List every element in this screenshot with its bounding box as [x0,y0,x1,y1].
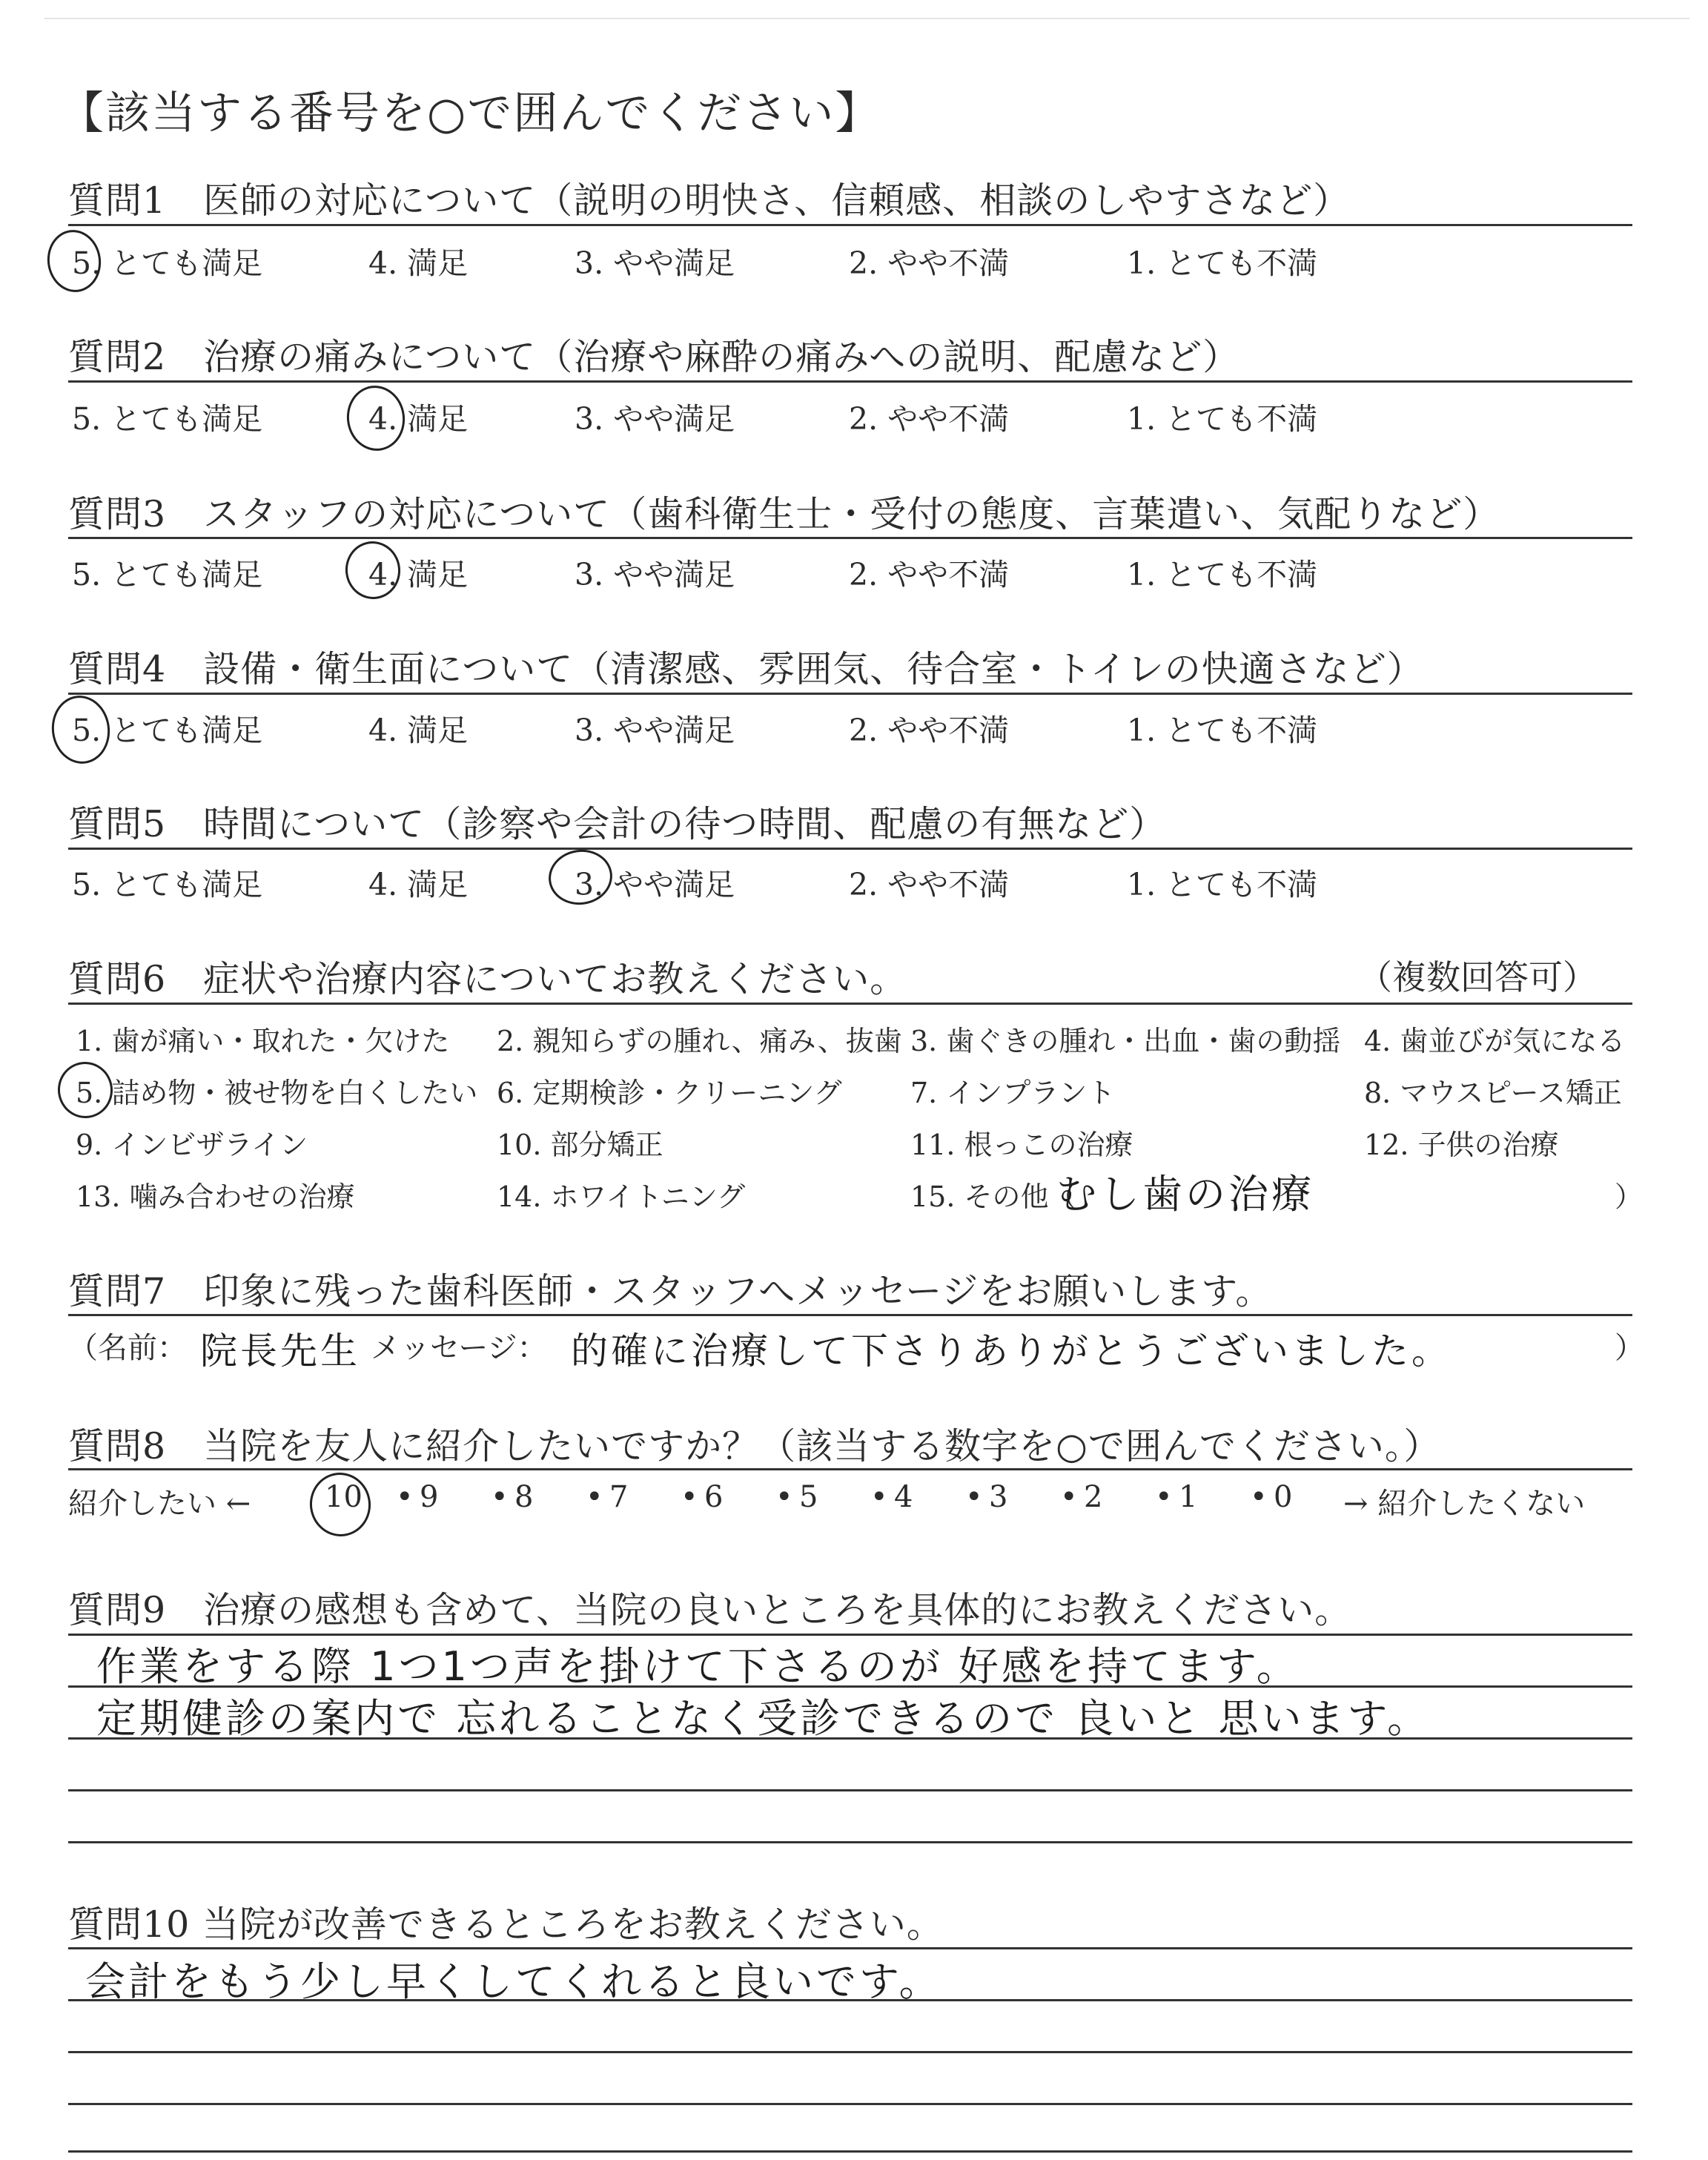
q7-close-paren: ） [1615,1331,1644,1365]
q6-other-handwritten[interactable]: むし歯の治療 [1056,1171,1314,1218]
q6-option-4[interactable]: 4. 歯並びが気になる [1364,1025,1626,1057]
q8-scale-value-5[interactable]: 5 [799,1480,818,1514]
q9-answer-line-2[interactable]: 定期健診の案内で 忘れることなく受診できるので 良いと 思います。 [96,1695,1431,1742]
q8-left-label: 紹介したい ← [68,1487,251,1521]
q8-scale-dot: • [1250,1480,1268,1514]
page-header: 【該当する番号を○で囲んでください】 [59,87,881,139]
q4-title: 質問4 設備・衛生面について（清潔感、雰囲気、待合室・トイレの快適さなど） [68,648,1424,690]
q8-title: 質問8 当院を友人に紹介したいですか？（該当する数字を○で囲んでください。） [68,1425,1441,1467]
q9-title: 質問9 治療の感想も含めて、当院の良いところを具体的にお教えください。 [68,1589,1352,1631]
q7-message-label: メッセージ： [371,1331,547,1365]
q1-option-2[interactable]: 2. やや不満 [849,245,1010,281]
q10-line-4 [68,2103,1632,2105]
q9-answer-line-1[interactable]: 作業をする際 1つ1つ声を掛けて下さるのが 好感を持てます。 [96,1643,1300,1690]
q8-scale-value-9[interactable]: 9 [420,1480,439,1514]
q3-option-2[interactable]: 2. やや不満 [849,557,1010,592]
q7-name-label: （名前： [68,1331,187,1365]
q10-answer-line-1[interactable]: 会計をもう少し早くしてくれると良いです。 [85,1958,942,2005]
q5-option-5[interactable]: 5. とても満足 [72,867,263,902]
q8-rule [68,1468,1632,1470]
q1-option-1[interactable]: 1. とても不満 [1127,245,1318,281]
q8-scale-value-3[interactable]: 3 [989,1480,1008,1514]
q8-scale-dot: • [965,1480,983,1514]
q2-option-3[interactable]: 3. やや満足 [575,401,735,437]
q8-scale-dot: • [775,1480,793,1514]
q6-option-2[interactable]: 2. 親知らずの腫れ、痛み、抜歯 [497,1025,902,1057]
q8-scale-value-6[interactable]: 6 [704,1480,724,1514]
q6-option-12[interactable]: 12. 子供の治療 [1364,1129,1559,1161]
q2-title: 質問2 治療の痛みについて（治療や麻酔の痛みへの説明、配慮など） [68,336,1240,378]
q9-line-5 [68,1841,1632,1843]
q2-option-4[interactable]: 4. 満足 [368,401,469,437]
q3-title: 質問3 スタッフの対応について（歯科衛生士・受付の態度、言葉遣い、気配りなど） [68,493,1500,535]
q8-right-label: → 紹介したくない [1343,1487,1586,1521]
q6-option-5[interactable]: 5. 詰め物・被せ物を白くしたい [76,1077,478,1109]
q7-rule [68,1314,1632,1316]
q8-scale-dot: • [491,1480,509,1514]
q9-line-4 [68,1789,1632,1791]
q6-option-9[interactable]: 9. インビザライン [76,1129,308,1161]
q2-option-2[interactable]: 2. やや不満 [849,401,1010,437]
q1-rule [68,224,1632,226]
q6-option-14[interactable]: 14. ホワイトニング [497,1180,746,1213]
q8-scale-dot: • [396,1480,414,1514]
q7-name-value[interactable]: 院長先生 [200,1330,360,1373]
q6-title: 質問6 症状や治療内容についてお教えください。 [68,958,907,1000]
q1-option-4[interactable]: 4. 満足 [368,245,469,281]
q5-option-2[interactable]: 2. やや不満 [849,867,1010,902]
q6-option-11[interactable]: 11. 根っこの治療 [910,1129,1133,1161]
q6-multiple-answer-note: （複数回答可） [1358,957,1597,997]
q10-line-3 [68,2051,1632,2053]
q5-title: 質問5 時間について（診察や会計の待つ時間、配慮の有無など） [68,803,1167,845]
q10-line-5 [68,2150,1632,2153]
q6-option-8[interactable]: 8. マウスピース矯正 [1364,1077,1622,1109]
q1-title: 質問1 医師の対応について（説明の明快さ、信頼感、相談のしやすさなど） [68,179,1351,222]
q8-scale-dot: • [681,1480,698,1514]
q6-option-7[interactable]: 7. インプラント [910,1077,1116,1109]
q7-title: 質問7 印象に残った歯科医師・スタッフへメッセージをお願いします。 [68,1270,1273,1312]
q1-option-3[interactable]: 3. やや満足 [575,245,735,281]
q3-option-5[interactable]: 5. とても満足 [72,557,263,592]
q3-option-1[interactable]: 1. とても不満 [1127,557,1318,592]
q4-option-3[interactable]: 3. やや満足 [575,713,735,748]
q8-scale-dot: • [1060,1480,1078,1514]
q1-option-5[interactable]: 5. とても満足 [72,245,263,281]
q5-option-1[interactable]: 1. とても不満 [1127,867,1318,902]
q8-scale-value-7[interactable]: 7 [609,1480,629,1514]
q8-scale-dot: • [586,1480,603,1514]
q2-rule [68,380,1632,383]
q8-scale-value-10[interactable]: 10 [325,1480,363,1514]
q6-rule [68,1003,1632,1005]
q7-message-value[interactable]: 的確に治療して下さりありがとうございました。 [571,1330,1452,1373]
q3-option-3[interactable]: 3. やや満足 [575,557,735,592]
q5-option-3[interactable]: 3. やや満足 [575,867,735,902]
q4-option-2[interactable]: 2. やや不満 [849,713,1010,748]
q8-scale-value-8[interactable]: 8 [514,1480,534,1514]
q6-option-15[interactable]: 15. その他（ [910,1180,1077,1213]
q6-other-close-paren: ） [1615,1180,1644,1213]
q4-option-1[interactable]: 1. とても不満 [1127,713,1318,748]
q3-rule [68,537,1632,539]
q6-option-13[interactable]: 13. 噛み合わせの治療 [76,1180,355,1213]
q8-scale-value-0[interactable]: 0 [1274,1480,1293,1514]
top-border [44,18,1689,19]
q2-option-5[interactable]: 5. とても満足 [72,401,263,437]
q2-option-1[interactable]: 1. とても不満 [1127,401,1318,437]
q4-option-4[interactable]: 4. 満足 [368,713,469,748]
q8-scale-value-1[interactable]: 1 [1179,1480,1198,1514]
q6-option-10[interactable]: 10. 部分矯正 [497,1129,663,1161]
q10-title: 質問10 当院が改善できるところをお教えください。 [68,1903,944,1946]
q3-option-4[interactable]: 4. 満足 [368,557,469,592]
q8-scale-value-4[interactable]: 4 [894,1480,913,1514]
q6-option-1[interactable]: 1. 歯が痛い・取れた・欠けた [76,1025,450,1057]
q8-scale-dot: • [870,1480,888,1514]
q4-option-5[interactable]: 5. とても満足 [72,713,263,748]
q8-scale-value-2[interactable]: 2 [1084,1480,1103,1514]
q5-rule [68,848,1632,850]
q4-rule [68,693,1632,695]
q6-option-3[interactable]: 3. 歯ぐきの腫れ・出血・歯の動揺 [910,1025,1341,1057]
q8-scale-dot: • [1155,1480,1173,1514]
q6-option-6[interactable]: 6. 定期検診・クリーニング [497,1077,842,1109]
q5-option-4[interactable]: 4. 満足 [368,867,469,902]
q10-line-1 [68,1947,1632,1949]
